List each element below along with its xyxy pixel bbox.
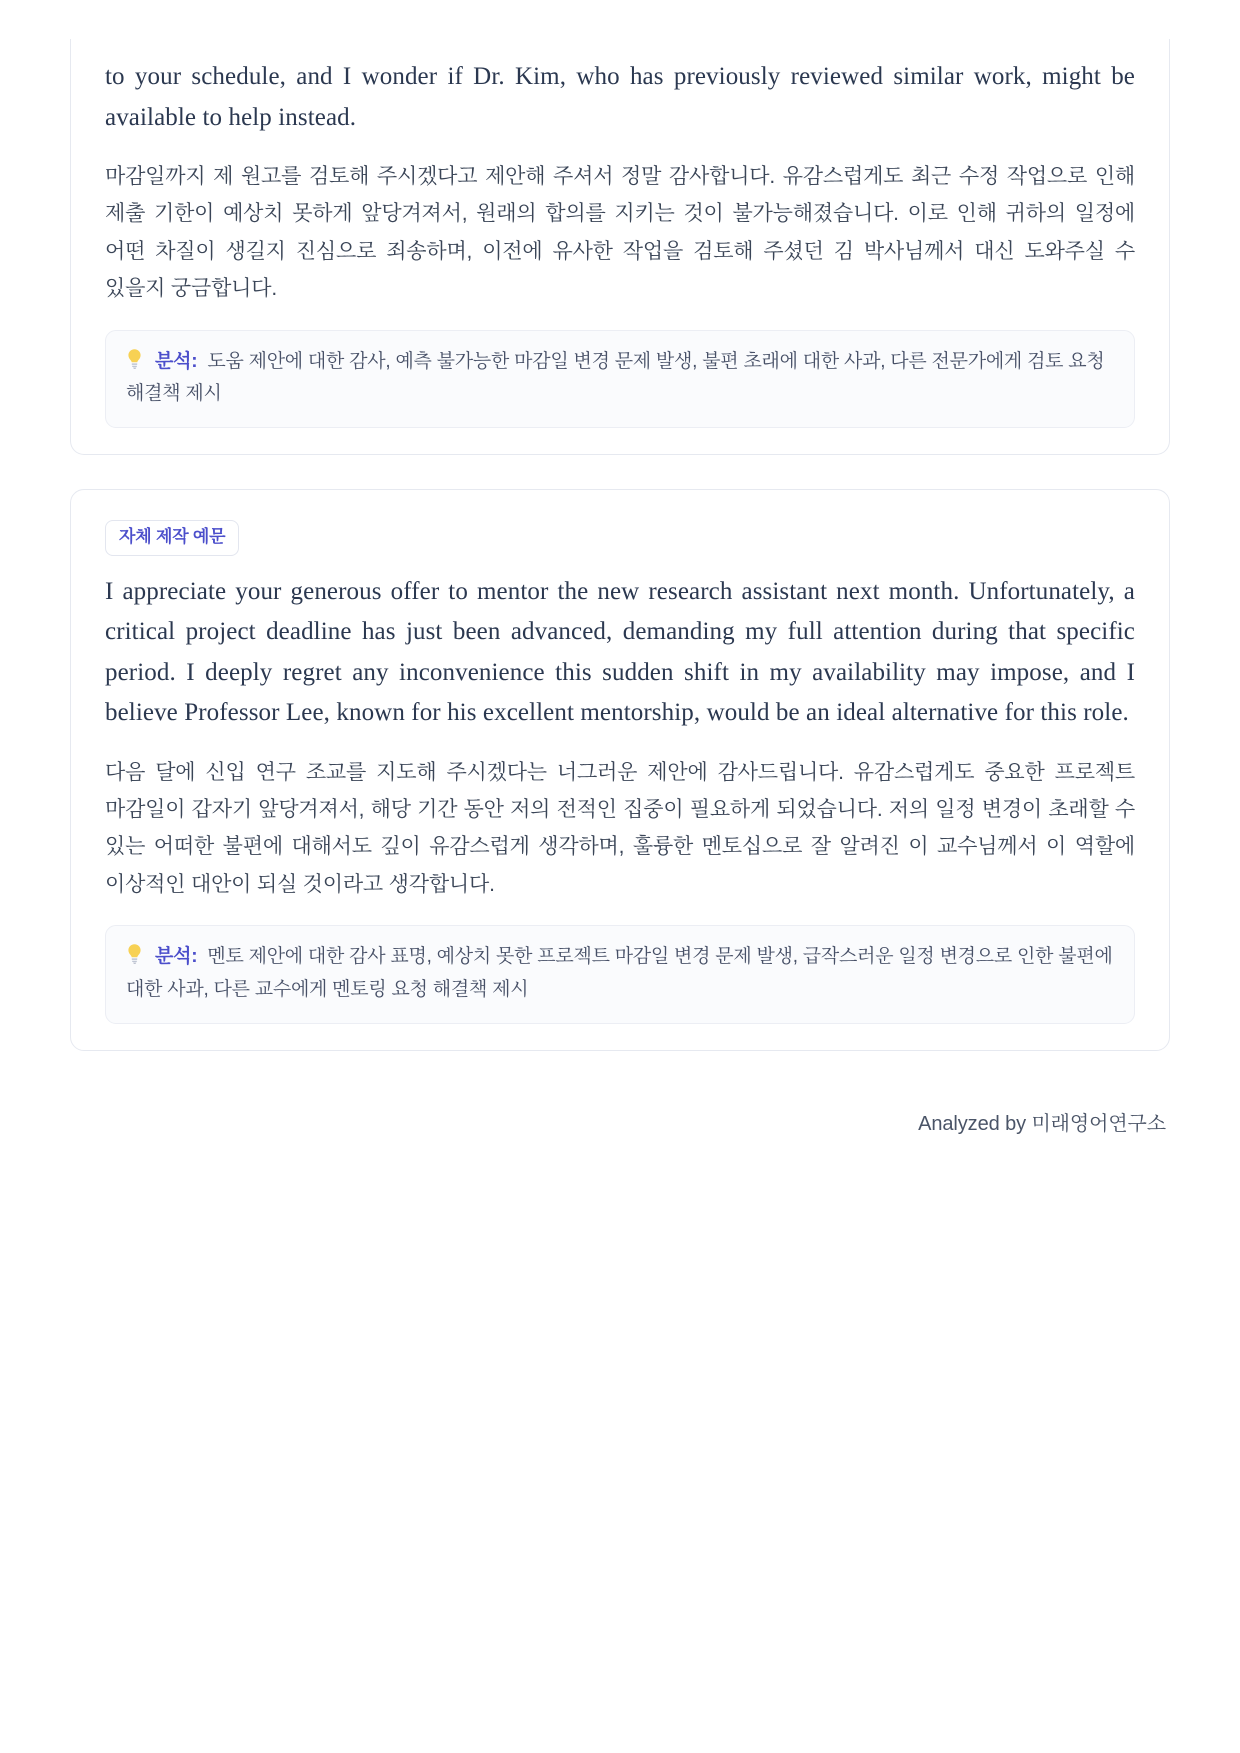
- top-spacer: [70, 0, 1170, 40]
- korean-paragraph-2: 다음 달에 신입 연구 조교를 지도해 주시겠다는 너그러운 제안에 감사드립니다. 유감스럽게도 중요한 프로젝트 마감일이 갑자기 앞당겨져서, 해당 기간 동안 저의 전적인 집중이 필요하게 되었습니다. 저의 일정 변경이 초래할 수 있는 어떠한 불편에 대해서도 깊이 유감스럽게 생각하며, 훌륭한 멘토십으로 잘 알려진 이 교수님께서 이 역할에 이상적인 대안이 되실 것이라고 생각합니다.: [105, 760, 1135, 896]
- analysis-box-1: [105, 330, 1135, 429]
- analysis-text-1: 도움 제안에 대한 감사, 예측 불가능한 마감일 변경 문제 발생, 불편 초래에 대한 사과, 다른 전문가에게 검토 요청 해결책 제시: [126, 350, 1105, 405]
- source-badge: 자체 제작 예문: [105, 520, 239, 556]
- lightbulb-icon: [126, 348, 143, 380]
- lightbulb-icon: [126, 943, 143, 975]
- badge-row-2: [105, 520, 1135, 556]
- example-card-1: [70, 39, 1170, 455]
- analysis-box-2: [105, 925, 1135, 1024]
- footer-credit: Analyzed by 미래영어연구소: [918, 1112, 1166, 1135]
- korean-paragraph-1: 마감일까지 제 원고를 검토해 주시겠다고 제안해 주셔서 정말 감사합니다. 유감스럽게도 최근 수정 작업으로 인해 제출 기한이 예상치 못하게 앞당겨져서, 원래의 합의를 지키는 것이 불가능해졌습니다. 이로 인해 귀하의 일정에 어떤 차질이 생길지 진심으로 죄송하며, 이전에 유사한 작업을 검토해 주셨던 김 박사님께서 대신 도와주실 수 있을지 궁금합니다.: [105, 165, 1135, 301]
- analysis-label-1: 분석:: [155, 350, 198, 372]
- english-paragraph-1: to your schedule, and I wonder if Dr. Kim, who has previously reviewed similar work, might be available to help instead.: [105, 63, 1135, 131]
- english-paragraph-2: I appreciate your generous offer to mentor the new research assistant next month. Unfortunately, a critical project deadline has just been advanced, demanding my full attention during that specific period. I deeply regret any inconvenience this sudden shift in my availability may impose, and I believe Professor Lee, known for his excellent mentorship, would be an ideal alternative for this role.: [105, 577, 1135, 727]
- example-card-2: [70, 489, 1170, 1051]
- analysis-text-2: 멘토 제안에 대한 감사 표명, 예상치 못한 프로젝트 마감일 변경 문제 발생, 급작스러운 일정 변경으로 인한 불편에 대한 사과, 다른 교수에게 멘토링 요청 해결책 제시: [126, 946, 1113, 1000]
- analysis-label-2: 분석:: [155, 946, 198, 968]
- document-content: [70, 0, 1170, 1136]
